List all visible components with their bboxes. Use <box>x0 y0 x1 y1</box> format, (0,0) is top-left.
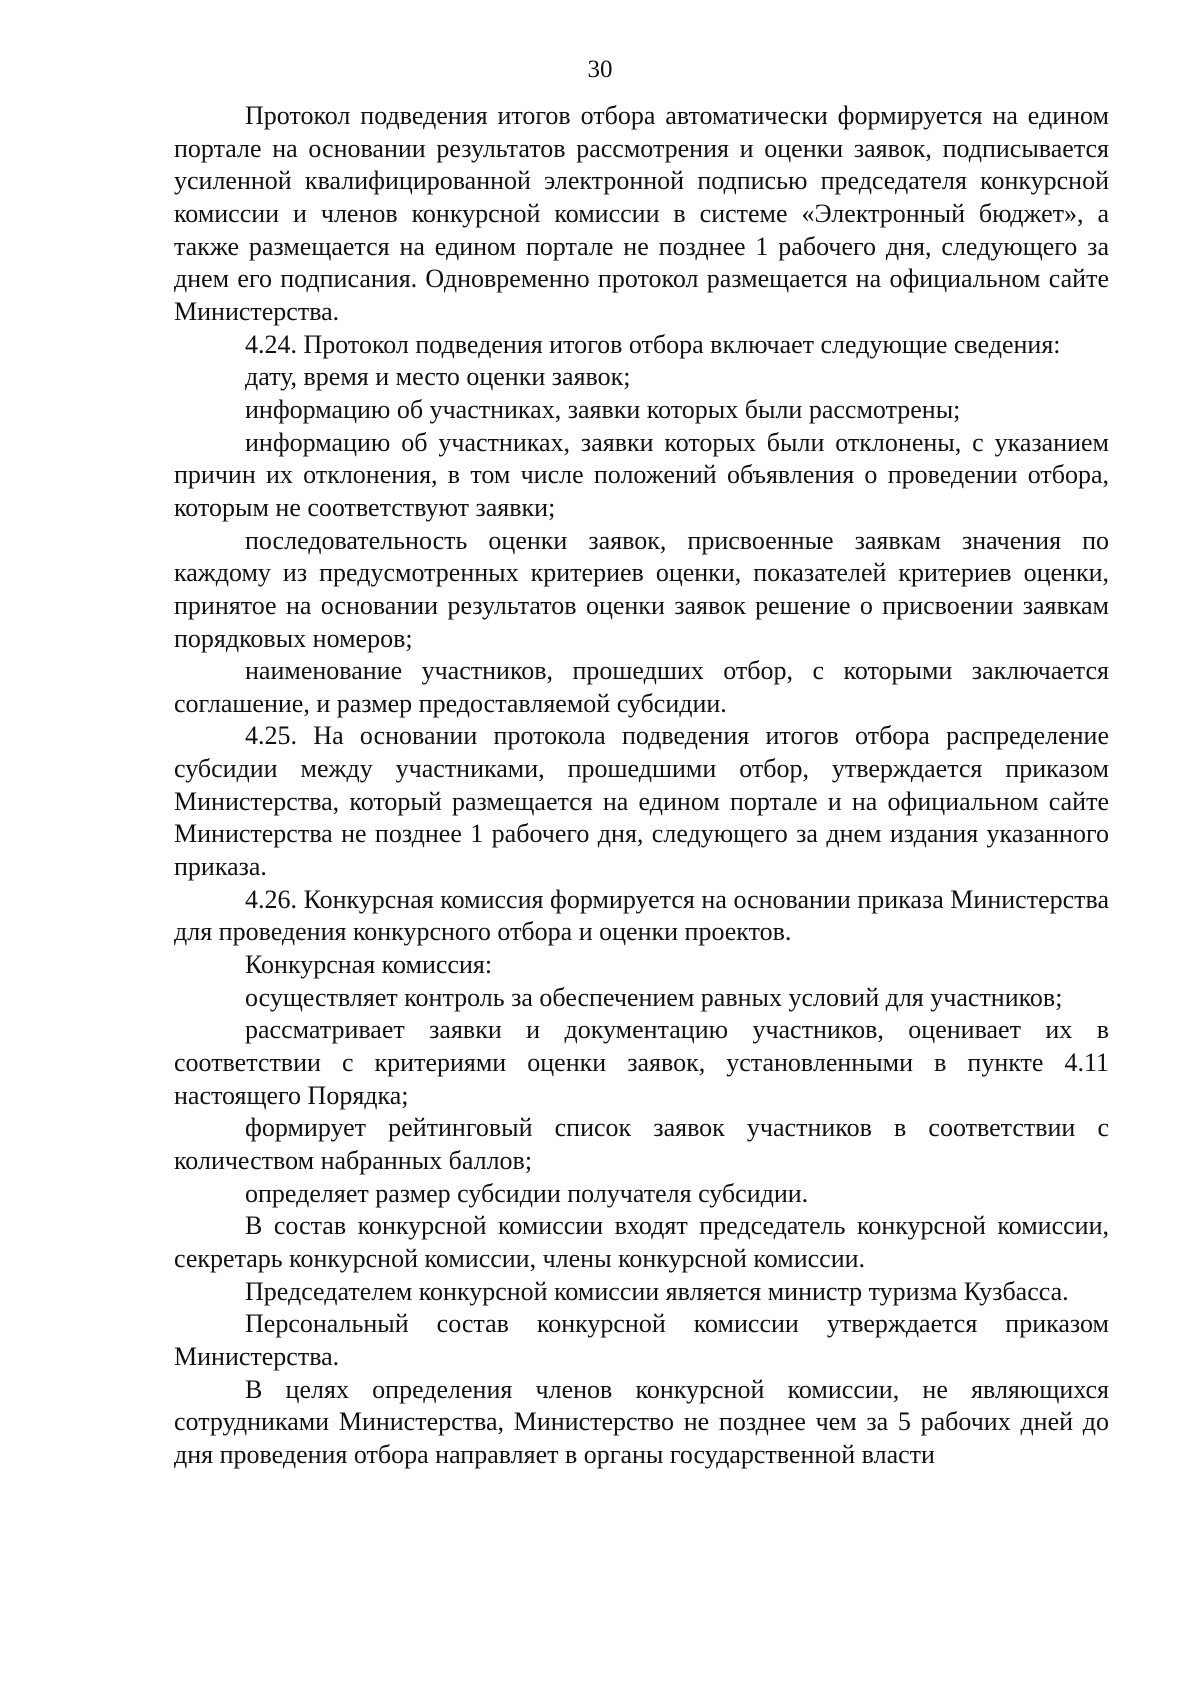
paragraph: осуществляет контроль за обеспечением равных условий для участников; <box>245 982 1063 1012</box>
paragraph: информацию об участниках, заявки которых были рассмотрены; <box>245 394 961 424</box>
paragraph: формирует рейтинговый список заявок участников в соответствии с количеством набранных баллов; <box>174 1113 1109 1175</box>
paragraph: информацию об участниках, заявки которых были отклонены, с указанием причин их отклонения, в том числе положений объявления о проведении отбора, которым не соответствуют заявки; <box>174 427 1109 522</box>
paragraph: рассматривает заявки и документацию участников, оценивает их в соответствии с критериями оценки заявок, установленными в пункте 4.11 настоящего Порядка; <box>174 1015 1109 1110</box>
paragraph: определяет размер субсидии получателя субсидии. <box>245 1178 809 1208</box>
paragraph: Председателем конкурсной комиссии является министр туризма Кузбасса. <box>245 1276 1069 1306</box>
paragraph: В целях определения членов конкурсной комиссии, не являющихся сотрудниками Министерства, Министерство не позднее чем за 5 рабочих дней до дня проведения отбора направляет в органы государственной власти <box>174 1374 1109 1469</box>
paragraph: дату, время и место оценки заявок; <box>245 362 631 392</box>
paragraph: наименование участников, прошедших отбор, с которыми заключается соглашение, и размер предоставляемой субсидии. <box>174 656 1109 718</box>
paragraph: 4.25. На основании протокола подведения итогов отбора распределение субсидии между участниками, прошедшими отбор, утверждается приказом Министерства, который размещается на едином портале и на официальном сайте Министерства не позднее 1 рабочего дня, следующего за днем издания указанного приказа. <box>174 721 1109 882</box>
paragraph: Конкурсная комиссия: <box>245 950 493 980</box>
paragraph: Персональный состав конкурсной комиссии утверждается приказом Министерства. <box>174 1309 1109 1371</box>
paragraph: 4.24. Протокол подведения итогов отбора включает следующие сведения: <box>245 329 1061 359</box>
paragraph: 4.26. Конкурсная комиссия формируется на основании приказа Министерства для проведения конкурсного отбора и оценки проектов. <box>174 884 1109 947</box>
paragraph: Протокол подведения итогов отбора автоматически формируется на едином портале на основании результатов рассмотрения и оценки заявок, подписывается усиленной квалифицированной электронной подписью председателя конкурсной комиссии и членов конкурсной комиссии в системе «Электронный бюджет», а также размещается на едином портале не позднее 1 рабочего дня, следующего за днем его подписания. Одновременно протокол размещается на официальном сайте Министерства. <box>174 101 1109 326</box>
paragraph: В состав конкурсной комиссии входят председатель конкурсной комиссии, секретарь конкурсной комиссии, члены конкурсной комиссии. <box>174 1211 1109 1273</box>
paragraph: последовательность оценки заявок, присвоенные заявкам значения по каждому из предусмотренных критериев оценки, показателей критериев оценки, принятое на основании результатов оценки заявок решение о присвоении заявкам порядковых номеров; <box>174 525 1109 653</box>
page-number: 30 <box>587 56 613 83</box>
document-body <box>174 100 1109 1472</box>
